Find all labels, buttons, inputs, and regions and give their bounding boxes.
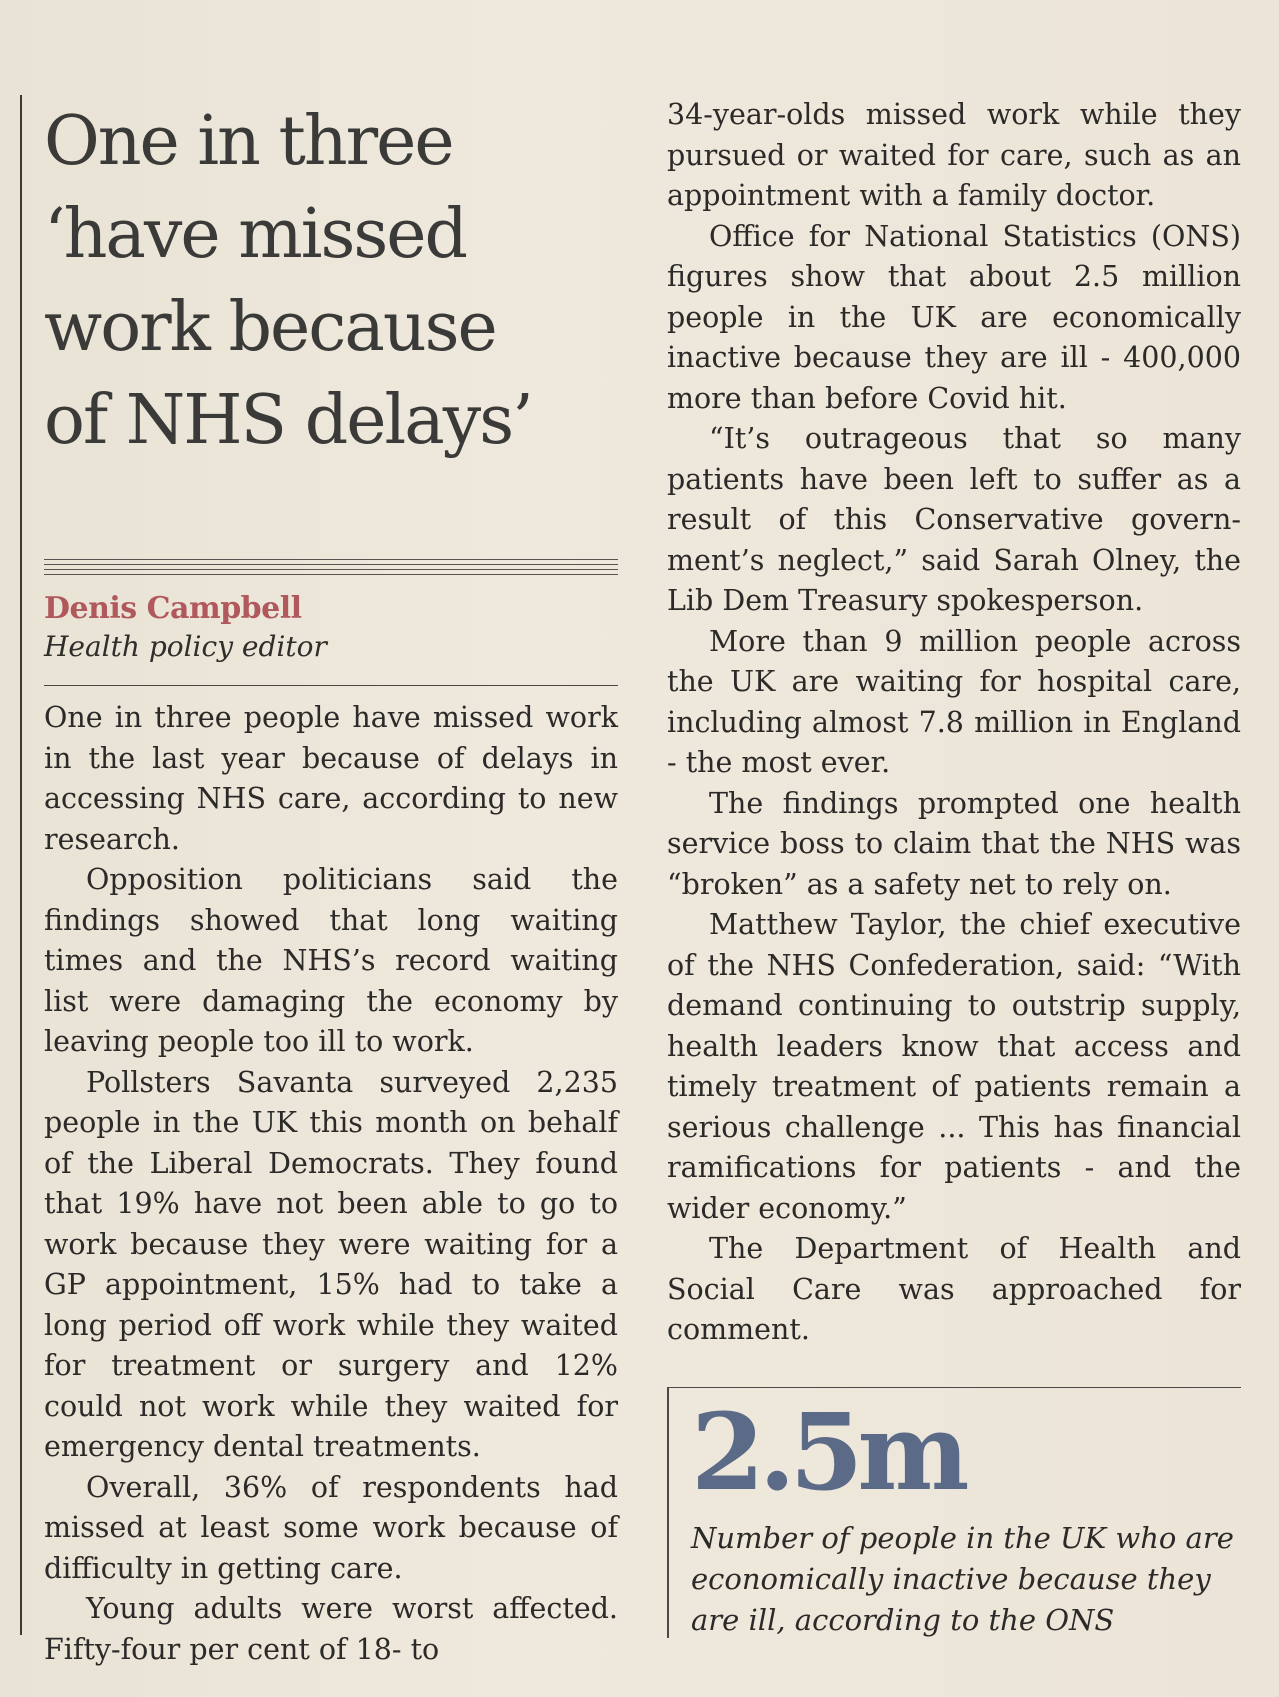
pullquote-number: 2.5m <box>691 1388 964 1514</box>
body-paragraph: Young adults were worst affected. Fifty-four per cent of 18- to <box>44 1592 618 1666</box>
headline-line: work because <box>44 288 496 367</box>
body-paragraph: Opposition politicians said the findings showed that long waiting times and the NHS’s record waiting list were damaging the economy by leaving people too ill to work. <box>44 863 618 1058</box>
body-paragraph: The findings prompted one health service boss to claim that the NHS was “broken” as a safety net to rely on. <box>667 786 1241 901</box>
headline-line: One in three <box>44 102 453 181</box>
pullquote-caption: Number of people in the UK who are economically inactive because they are ill, according to the ONS <box>691 1520 1234 1637</box>
body-paragraph: One in three people have missed work in the last year because of delays in accessing NHS care, according to new research. <box>44 701 618 856</box>
body-paragraph: Office for National Statistics (ONS) figures show that about 2.5 million people in the UK are economically inactive because they are ill - 400,000 more than before Covid hit. <box>667 219 1241 415</box>
body-paragraph: The Department of Health and Social Care was approached for comment. <box>667 1232 1241 1346</box>
right-column <box>667 95 1241 1641</box>
headline <box>44 95 618 467</box>
headline-line: of NHS delays’ <box>44 381 532 460</box>
column-rule <box>20 95 22 1635</box>
left-column <box>44 95 618 1670</box>
headline-line: ‘have missed <box>44 195 467 274</box>
body-paragraph: “It’s outrageous that so many patients have been left to suffer as a result of this Conservative government’s neglect,” said Sarah Olney, the Lib Dem Treasury spokesperson. <box>667 422 1241 617</box>
byline-divider <box>44 685 618 686</box>
author-name: Denis Campbell <box>44 591 302 626</box>
byline-rules <box>44 559 618 577</box>
body-paragraph: Pollsters Savanta surveyed 2,235 people in the UK this month on behalf of the Liberal Democrats. They found that 19% have not been able to go to work because they were waiting for a GP appointment, 15% had to take a long period off work while they waited for treatment or surgery and 12% could not work while they waited for emergency dental treatments. <box>44 1065 618 1463</box>
pullquote-rule <box>667 1388 669 1638</box>
body-paragraph: Matthew Taylor, the chief executive of the NHS Confederation, said: “With demand continuing to outstrip supply, health leaders know that access and timely treatment of patients remain a serious challenge ... This has financial ramifications for patients - and the wider economy.” <box>667 908 1241 1225</box>
body-paragraph: More than 9 million people across the UK are waiting for hospital care, including almost 7.8 million in England - the most ever. <box>667 624 1241 779</box>
article-body-left <box>44 698 618 1670</box>
author-role: Health policy editor <box>44 630 327 663</box>
article-body-right <box>667 95 1241 1351</box>
body-paragraph: Overall, 36% of respondents had missed at least some work because of difficulty in getting care. <box>44 1470 618 1585</box>
body-paragraph: 34-year-olds missed work while they pursued or waited for care, such as an appointment with a family doctor. <box>667 98 1241 212</box>
pullquote-box <box>667 1387 1241 1641</box>
